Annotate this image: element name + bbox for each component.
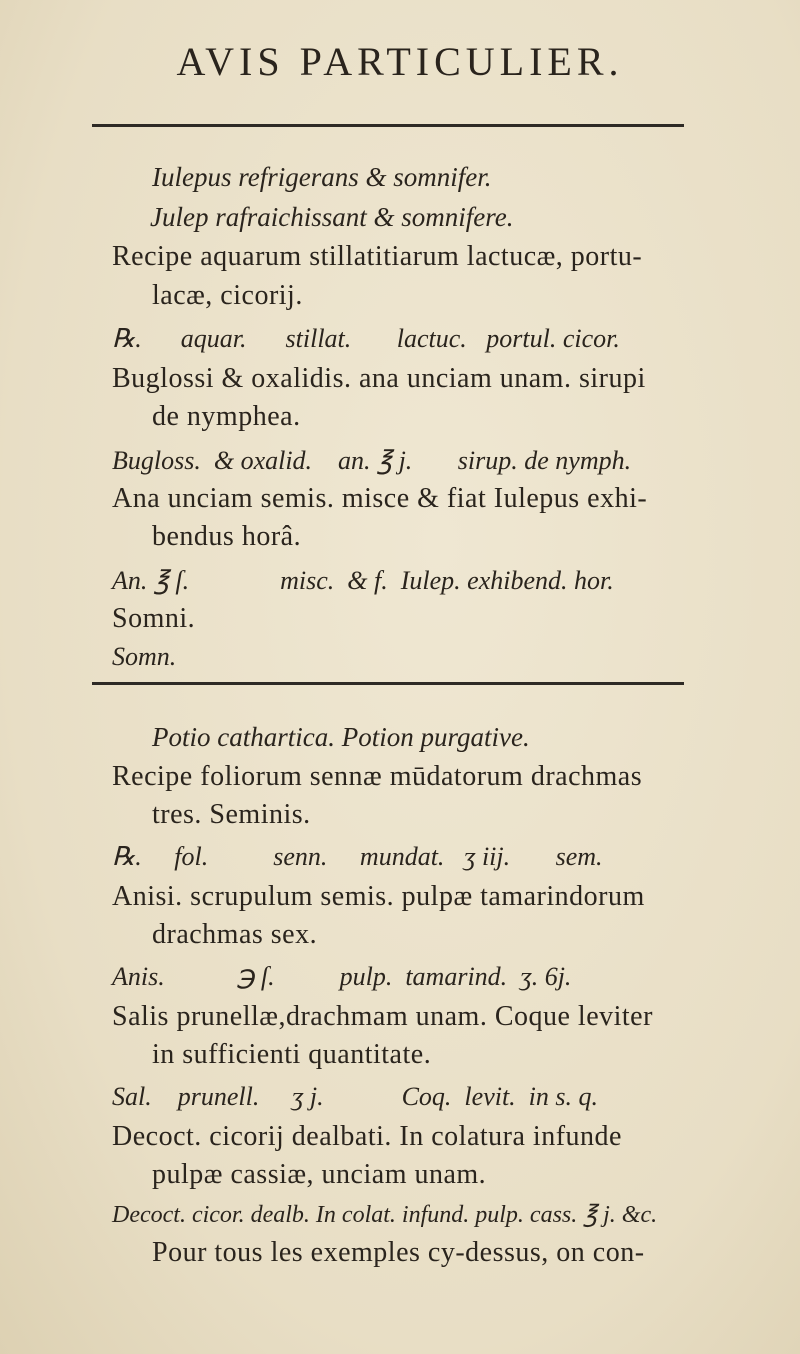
text-line: tres. Seminis. [152, 799, 311, 830]
text-line: bendus horâ. [152, 521, 302, 552]
abbreviation-line: ℞. aquar. stillat. lactuc. portul. cicor. [112, 324, 620, 353]
top-divider [92, 124, 684, 127]
text-line: Pour tous les exemples cy-dessus, on con- [152, 1237, 645, 1268]
section-title-latin: Iulepus refrigerans & somnifer. [152, 162, 492, 192]
abbreviation-line: ℞. fol. senn. mundat. ʒ iij. sem. [112, 842, 603, 871]
abbreviation-line: Sal. prunell. ʒ j. Coq. levit. in s. q. [112, 1082, 599, 1111]
text-line: de nymphea. [152, 401, 301, 432]
text-line: Buglossi & oxalidis. ana unciam unam. sirupi [112, 363, 646, 394]
text-line: pulpæ cassiæ, unciam unam. [152, 1159, 487, 1190]
abbreviation-line: Somn. [112, 642, 177, 671]
abbreviation-line: Anis. ℈ ſ. pulp. tamarind. ʒ. 6j. [112, 962, 572, 991]
text-line: Decoct. cicorij dealbati. In colatura infunde [112, 1121, 622, 1152]
middle-divider [92, 682, 684, 685]
text-line: lacæ, cicorij. [152, 280, 303, 311]
text-line: drachmas sex. [152, 919, 318, 950]
text-line: Anisi. scrupulum semis. pulpæ tamarindorum [112, 881, 645, 912]
page-header: AVIS PARTICULIER. [176, 39, 624, 84]
abbreviation-line: An. ℥ ſ. misc. & f. Iulep. exhibend. hor. [112, 566, 614, 595]
text-line: Ana unciam semis. misce & fiat Iulepus exhi- [112, 483, 648, 514]
text-line: Salis prunellæ,drachmam unam. Coque leviter [112, 1001, 653, 1032]
section-title-french: Julep rafraichissant & somnifere. [150, 202, 514, 232]
text-line: Recipe aquarum stillatitiarum lactucæ, portu- [112, 241, 643, 272]
text-line: Recipe foliorum sennæ mūdatorum drachmas [112, 761, 643, 792]
abbreviation-line: Decoct. cicor. dealb. In colat. infund. pulp. cass. ℥ j. &c. [112, 1202, 658, 1228]
section-title: Potio cathartica. Potion purgative. [152, 722, 530, 752]
abbreviation-line: Bugloss. & oxalid. an. ℥ j. sirup. de nymph. [112, 446, 632, 475]
text-line: Somni. [112, 603, 196, 634]
text-line: in sufficienti quantitate. [152, 1039, 432, 1070]
